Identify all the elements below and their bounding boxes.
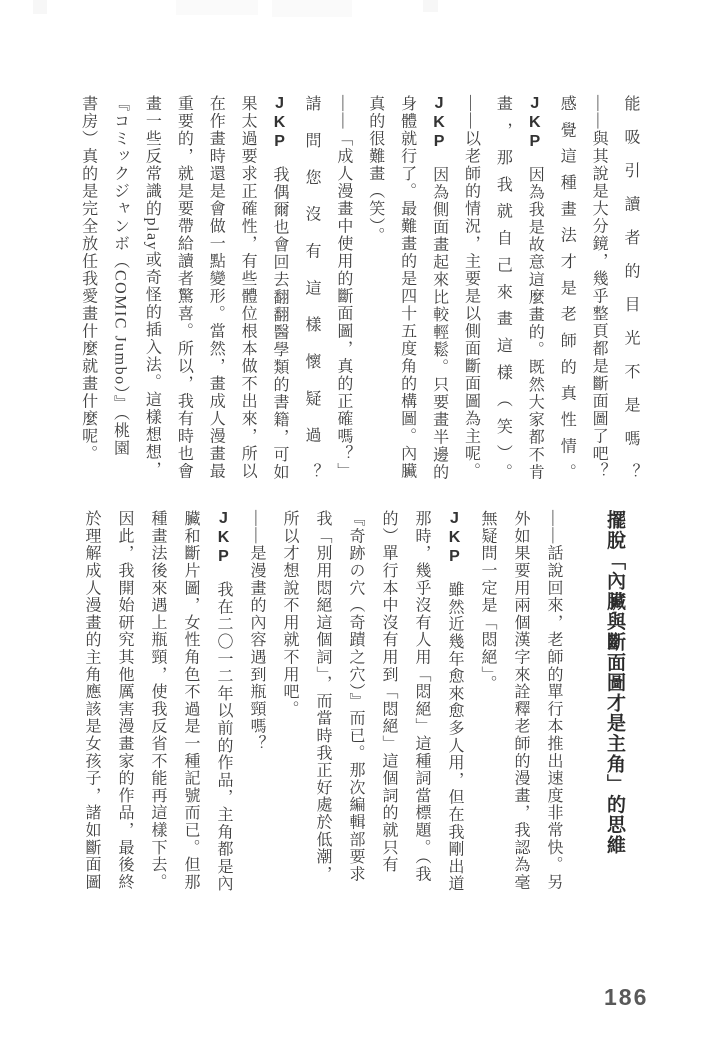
speaker-label: JKP <box>526 95 544 152</box>
text-column: 臟和斷片圖，女性角色不過是一種記號而已。但那 <box>182 510 199 891</box>
text-column: 真的很難畫（笑）。 <box>366 95 384 245</box>
text-column: 果太過要求正確性，有些體位根本做不出來，所以 <box>239 95 257 480</box>
text-column: 感覺這種畫法才是老師的真性情。 <box>558 95 576 481</box>
text-column: 請問您沒有這樣懷疑過？ <box>302 95 320 481</box>
text-column: JKP因為我是故意這麼畫的。既然大家都不肯 <box>526 95 544 481</box>
text-column: ——「成人漫畫中使用的斷面圖，真的正確嗎？」 <box>334 95 352 480</box>
speaker-label: JKP <box>271 95 289 152</box>
text-column: 畫，那我就自己來畫這樣（笑）。 <box>494 95 512 481</box>
text-column: 的）單行本中沒有用到「悶絕」這個詞的就只有 <box>380 510 397 874</box>
text-column: 於理解成人漫畫的主角應該是女孩子，諸如斷面圖 <box>83 510 100 891</box>
interview-text-top <box>72 95 646 481</box>
scan-artifact <box>423 0 438 12</box>
speaker-label: JKP <box>430 95 448 152</box>
scan-artifact <box>33 0 47 14</box>
text-column: 重要的，就是要帶給讀者驚喜。所以，我有時也會 <box>175 95 193 480</box>
text-column: 我「別用悶絕這個詞」，而當時我正好處於低潮， <box>314 510 331 883</box>
interview-text-bottom <box>75 510 634 908</box>
text-column: JKP雖然近幾年愈來愈多人用，但在我剛出道 <box>446 510 463 893</box>
text-column: ——以老師的情況，主要是以側面斷面圖為主呢。 <box>462 95 480 480</box>
text-column: 外如果要用兩個漢字來詮釋老師的漫畫，我認為毫 <box>512 510 529 891</box>
text-column: 『奇跡の穴（奇蹟之穴）』而已。那次編輯部要求 <box>347 510 364 883</box>
text-column: ——與其說是大分鏡，幾乎整頁都是斷面圖了吧？ <box>590 95 608 480</box>
text-column: 因此，我開始研究其他厲害漫畫家的作品，最後終 <box>116 510 133 891</box>
text-column: ——是漫畫的內容遇到瓶頸嗎？ <box>248 510 265 753</box>
text-column: 在作畫時還是會做一點變形。當然，畫成人漫畫最 <box>207 95 225 480</box>
text-column: JKP因為側面畫起來比較輕鬆。只要畫半邊的 <box>430 95 448 481</box>
text-column: 畫一些反常識的play或奇怪的插入法。這樣想想， <box>143 95 161 479</box>
text-column: JKP我在二〇一二年以前的作品，主角都是內 <box>215 510 232 893</box>
speaker-label: JKP <box>446 510 463 567</box>
text-column: 『コミックジャンボ（COMIC Jumbo）』（桃園 <box>111 95 129 458</box>
text-column: 種畫法後來遇上瓶頸，使我反省不能再這樣下去。 <box>149 510 166 891</box>
text-column: JKP我偶爾也會回去翻翻醫學類的書籍，可如 <box>271 95 289 481</box>
text-column: ——話說回來，老師的單行本推出速度非常快。另 <box>545 510 562 891</box>
text-column: 能吸引讀者的目光不是嗎？ <box>622 95 639 481</box>
text-column: 書房）真的是完全放任我愛畫什麼就畫什麼呢。 <box>79 95 97 463</box>
text-column: 無疑問一定是「悶絕」。 <box>479 510 496 693</box>
text-column: 身體就行了。最難畫的是四十五度角的構圖。內臟 <box>398 95 416 480</box>
scan-artifact <box>272 0 352 17</box>
page-number: 186 <box>604 984 649 1010</box>
speaker-label: JKP <box>215 510 232 567</box>
text-column: 所以才想說不用就不用吧。 <box>281 510 298 718</box>
scan-artifact <box>176 0 258 15</box>
text-column: 那時，幾乎沒有人用「悶絕」這種詞當標題。（我 <box>413 510 430 883</box>
section-heading: 擺脫「內臟與斷面圖才是主角」的思維 <box>604 510 625 856</box>
